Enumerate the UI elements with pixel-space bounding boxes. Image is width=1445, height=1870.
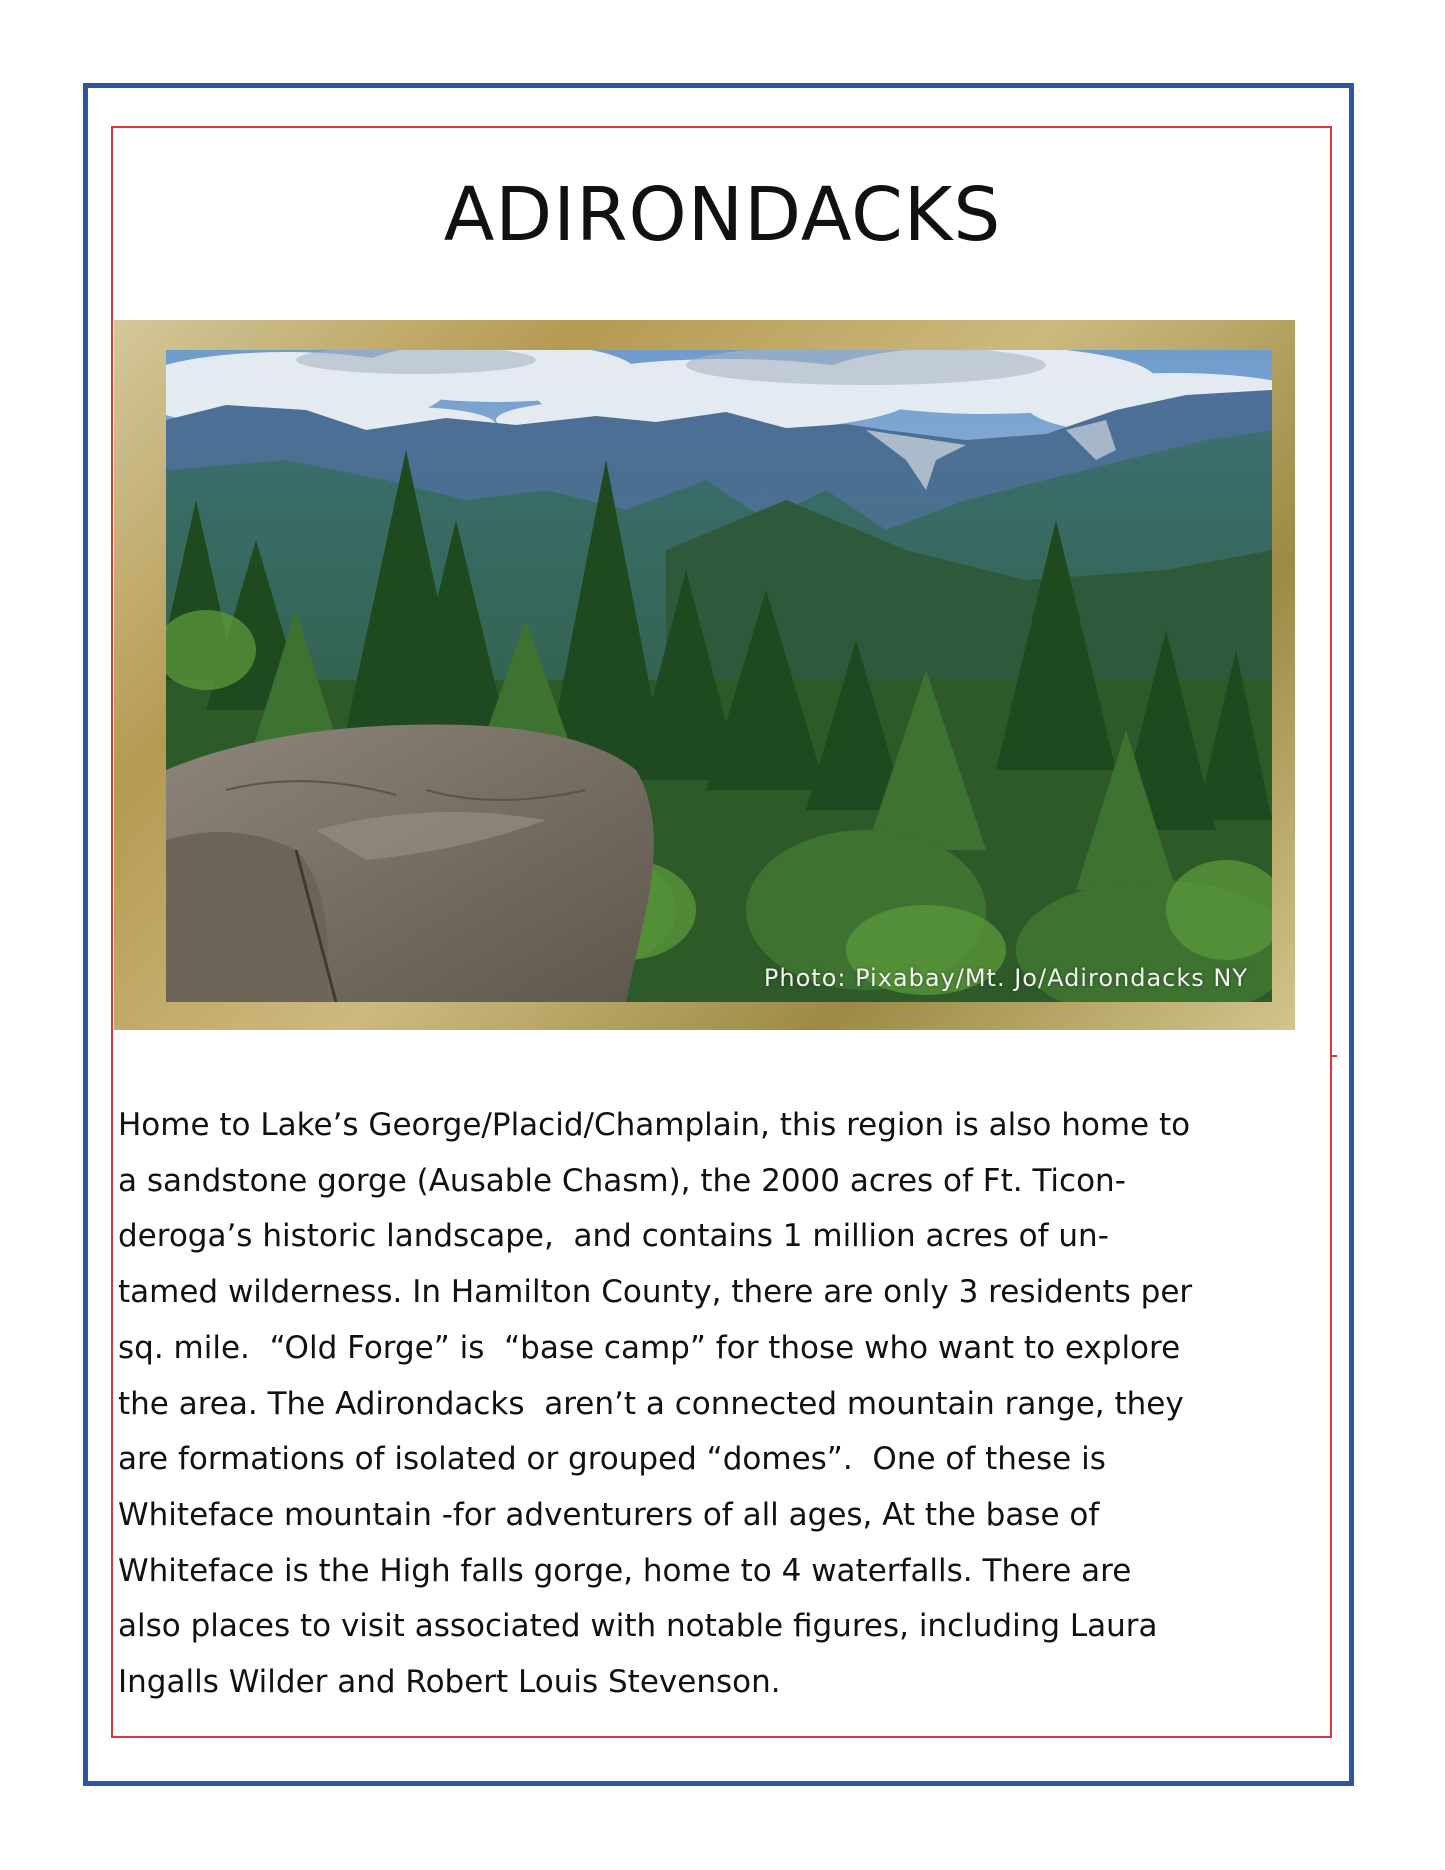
body-line: are formations of isolated or grouped “domes”. One of these is [118,1441,1106,1478]
body-line: Whiteface is the High falls gorge, home to 4 waterfalls. There are [118,1552,1132,1589]
mountain-landscape-photo [166,350,1272,1002]
body-line: also places to visit associated with notable figures, including Laura [118,1608,1158,1645]
page-title: ADIRONDACKS [443,172,1002,258]
body-line: tamed wilderness. In Hamilton County, there are only 3 residents per [118,1274,1193,1311]
photo-credit: Photo: Pixabay/Mt. Jo/Adirondacks NY [763,964,1248,992]
body-line: Ingalls Wilder and Robert Louis Stevenson. [118,1664,781,1701]
body-line: sq. mile. “Old Forge” is “base camp” for those who want to explore [118,1329,1181,1366]
body-line: deroga’s historic landscape, and contains 1 million acres of un- [118,1218,1109,1255]
body-line: Whiteface mountain -for adventurers of all ages, At the base of [118,1496,1100,1533]
body-line: a sandstone gorge (Ausable Chasm), the 2000 acres of Ft. Ticon- [118,1162,1126,1199]
body-text [118,1098,1328,1711]
body-line: the area. The Adirondacks aren’t a connected mountain range, they [118,1385,1184,1422]
red-mark [1331,1055,1337,1057]
body-line: Home to Lake’s George/Placid/Champlain, this region is also home to [118,1107,1191,1143]
